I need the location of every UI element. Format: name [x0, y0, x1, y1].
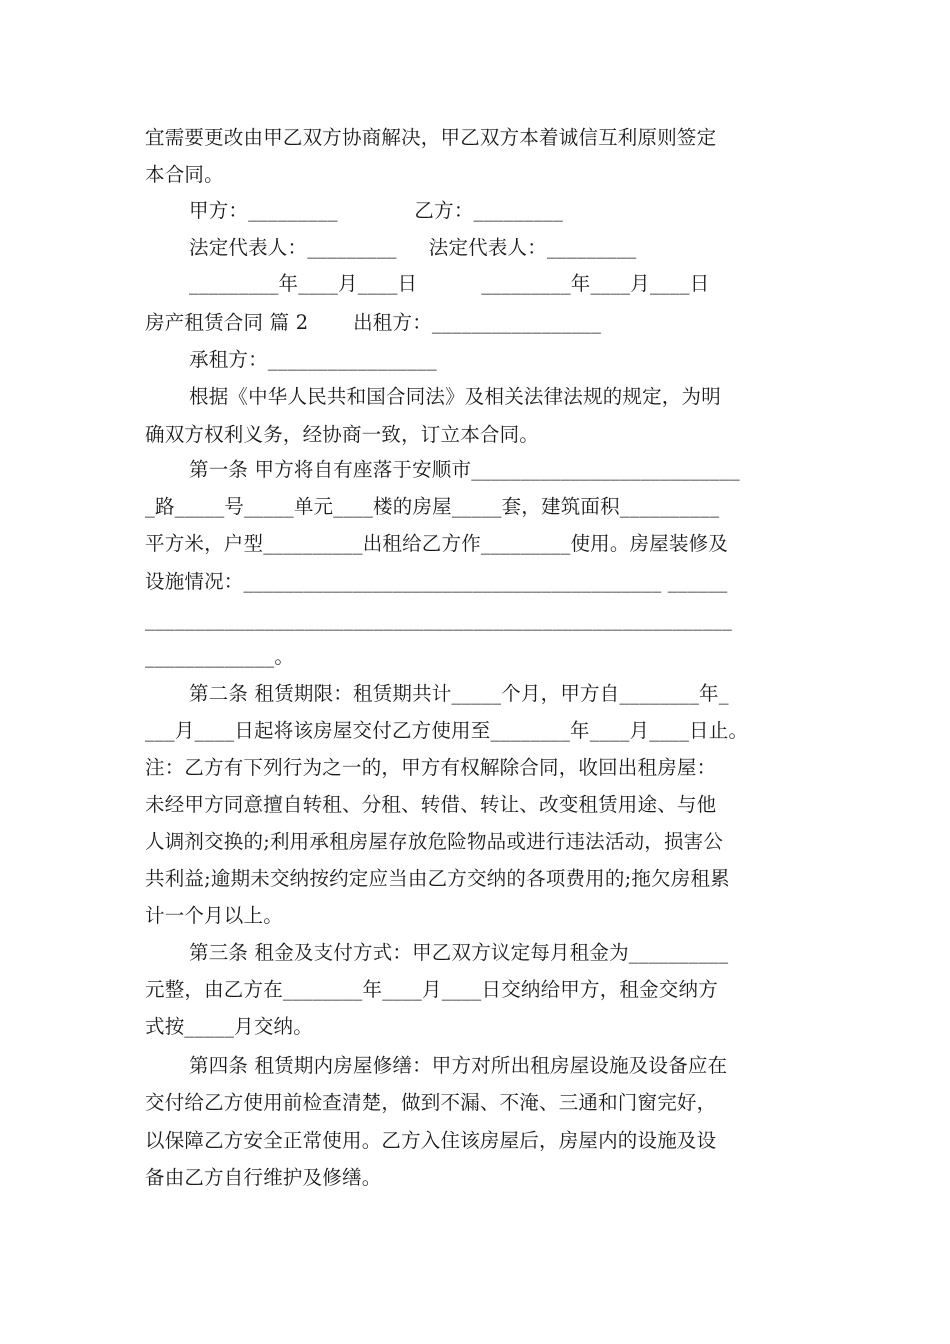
clause-2-heading: 第二条 租赁期限：租赁期共计_____个月，甲方自________年_ [189, 682, 729, 705]
lessee-line: 承租方：_________________ [189, 348, 437, 371]
text-line: 式按_____月交纳。 [145, 1015, 313, 1038]
section-title: 房产租赁合同 篇 2 出租方：_________________ [145, 311, 602, 334]
text-line: 元整，由乙方在________年____月____日交纳给甲方，租金交纳方 [145, 978, 718, 1001]
text-line: 共利益;逾期未交纳按约定应当由乙方交纳的各项费用的;拖欠房租累 [145, 867, 730, 890]
text-line: 宜需要更改由甲乙双方协商解决，甲乙双方本着诚信互利原则签定 [145, 126, 717, 149]
text-line: 以保障乙方安全正常使用。乙方入住该房屋后，房屋内的设施及设 [145, 1129, 717, 1152]
text-line: ___月____日起将该房屋交付乙方使用至________年____月____日止。 [145, 719, 749, 742]
text-line: 确双方权利义务，经协商一致，订立本合同。 [145, 423, 540, 446]
clause-1-heading: 第一条 甲方将自有座落于安顺市___________________________ [189, 458, 740, 481]
clause-4-heading: 第四条 租赁期内房屋修缮：甲方对所出租房屋设施及设备应在 [189, 1054, 728, 1077]
clause-3-heading: 第三条 租金及支付方式：甲乙双方议定每月租金为__________ [189, 941, 729, 964]
text-line: 人调剂交换的;利用承租房屋存放危险物品或进行违法活动，损害公 [145, 830, 724, 853]
party-a-signature-line: 甲方：_________ 乙方：_________ [189, 199, 564, 222]
text-line: 备由乙方自行维护及修缮。 [145, 1166, 382, 1189]
text-line: _路_____号_____单元____楼的房屋_____套，建筑面积__________ [145, 495, 720, 518]
text-line: 平方米，户型__________出租给乙方作_________使用。房屋装修及 [145, 532, 729, 555]
text-line: 本合同。 [145, 163, 224, 186]
text-line: 根据《中华人民共和国合同法》及相关法律法规的规定，为明 [189, 385, 721, 408]
text-line: ___________________________________________________________ [145, 608, 733, 631]
legal-representative-line: 法定代表人：_________ 法定代表人：_________ [189, 236, 637, 259]
text-line: _____________。 [145, 645, 295, 668]
text-line: 未经甲方同意擅自转租、分租、转借、转让、改变租赁用途、与他 [145, 793, 717, 816]
text-line: 设施情况：__________________________________________ ______ [145, 570, 728, 593]
text-line: 交付给乙方使用前检查清楚，做到不漏、不淹、三通和门窗完好， [145, 1091, 717, 1114]
text-line: 计一个月以上。 [145, 904, 283, 927]
text-line: 注：乙方有下列行为之一的，甲方有权解除合同，收回出租房屋： [145, 756, 717, 779]
date-line: _________年____月____日 _________年____月____日 [189, 272, 710, 295]
